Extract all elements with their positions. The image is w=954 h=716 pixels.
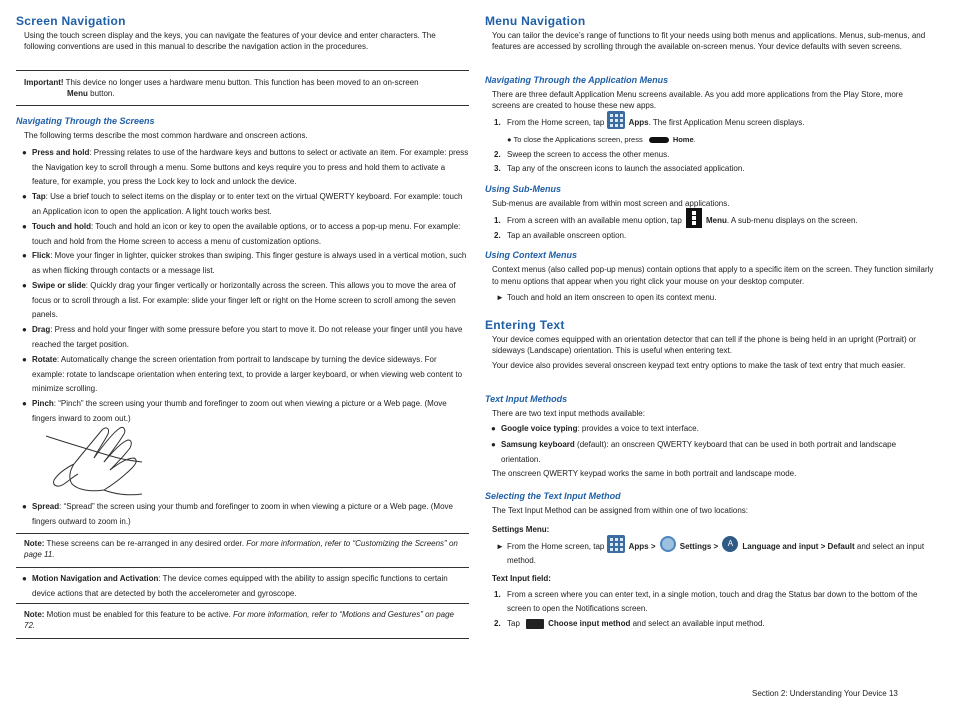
arrow-right-icon: ► xyxy=(496,542,504,551)
note-screens xyxy=(24,538,464,560)
term-text: : Use a brief touch to select items on the display or to enter text on the virtual QWERTY keyboard. For example: touch an Application icon to open the application. A light touch works best. xyxy=(32,192,463,216)
note-label: Note: xyxy=(24,539,45,548)
step-number: 1. xyxy=(494,216,501,225)
entering-text-p1: Your device comes equipped with an orientation detector that can tell if the phone is being held in an upright (Portrait) or sideways (Landscape) orientation. This is useful when entering text. xyxy=(492,335,916,355)
step-text-post: and select an available input method. xyxy=(630,619,765,628)
term-label: Pinch xyxy=(32,399,54,408)
method-google-voice: ● Google voice typing: provides a voice to text interface. xyxy=(491,424,699,433)
settings-label: Settings > xyxy=(679,542,719,551)
submenus-intro: Sub-menus are available from within most screen and applications. xyxy=(492,199,730,208)
important-text: This device no longer uses a hardware menu button. This function has been moved to an on-screen xyxy=(63,78,419,87)
term-text: : Touch and hold an icon or key to open the available options, or to access a pop-up menu. For example: touch and hold from the Home screen to access a menu of customization options. xyxy=(32,222,461,246)
note-label: Note: xyxy=(24,610,45,619)
step-number: 2. xyxy=(494,231,501,240)
term-swipe: ● Swipe or slide: Quickly drag your finger vertically or horizontally across the screen. This allows you to move the area of focus or to scroll through a list. For example: slide your finger left or right on the Home screen to scroll among the seven panels. xyxy=(22,281,456,319)
step-text xyxy=(507,617,765,631)
note-text: Motion must be enabled for this feature to be active. xyxy=(44,610,234,619)
term-text: : Press and hold your finger with some pressure before you start to move it. Do not release your finger until you have reached the target position. xyxy=(32,325,463,349)
step-sub-text: ● To close the Applications screen, press Home. xyxy=(507,135,696,144)
choose-input-label: Choose input method xyxy=(548,619,631,628)
nav-screens-title: Navigating Through the Screens xyxy=(16,116,155,126)
apps-label: Apps xyxy=(628,118,649,127)
term-label: Spread xyxy=(32,502,60,511)
method-samsung-keyboard: ● Samsung keyboard (default): an onscreen QWERTY keyboard that can be used in both portrait and landscape orientation. xyxy=(491,440,897,464)
app-menus-intro: There are three default Application Menu screens available. As you add more applications from the Play Store, more screens are created to house these new apps. xyxy=(492,90,903,110)
divider xyxy=(16,533,469,534)
menu-label: Menu xyxy=(705,216,727,226)
term-label: Drag xyxy=(32,325,51,334)
entering-text-p2: Your device also provides several onscreen keypad text entry options to make the task of text entry that much easier. xyxy=(492,361,906,370)
term-label: Rotate xyxy=(32,355,57,364)
menu-navigation-title: Menu Navigation xyxy=(485,14,586,28)
note-reference: For more information, refer to “Motions and Gestures” on page 72. xyxy=(24,610,455,630)
term-text: : Quickly drag your finger vertically or horizontally across the screen. This allows you to move the area of focus or to scroll through a list. For example: slide your finger left or right on the Home screen to scroll among the seven panels. xyxy=(32,281,456,319)
step-text xyxy=(507,116,805,130)
term-flick: ● Flick: Move your finger in lighter, quicker strokes than swiping. This finger gesture is always used in a vertical motion, such as when flicking through contacts or a message list. xyxy=(22,251,467,275)
settings-step xyxy=(485,536,937,570)
step-text: Touch and hold an item onscreen to open its context menu. xyxy=(507,293,717,302)
term-tap: ● Tap: Use a brief touch to select items on the display or to enter text on the virtual QWERTY keyboard. For example: touch an Application icon to open the application. A light touch works best. xyxy=(22,192,463,216)
term-rotate: ● Rotate: Automatically change the screen orientation from portrait to landscape by turning the device sideways. For example: rotate to landscape orientation when entering text, to provide a larger keyboard, or when viewing web content to minimize scrolling. xyxy=(22,355,463,393)
term-press-and-hold: ● Press and hold: Pressing relates to use of the hardware keys and buttons to select or activate an item. For example: press the Navigation key to scroll through a menu. Some buttons and keys require you to press and hold them to activate a feature, for example, you press the Lock key to lock and unlock the device. xyxy=(22,148,469,186)
screen-navigation-title: Screen Navigation xyxy=(16,14,126,28)
step-number: 2. xyxy=(494,150,501,159)
step-text: Tap any of the onscreen icons to launch the associated application. xyxy=(507,164,745,173)
step-text xyxy=(507,540,937,568)
apps-label: Apps > xyxy=(628,542,656,551)
text-input-methods-title: Text Input Methods xyxy=(485,394,568,404)
sub-text-pre: To close the Applications screen, press xyxy=(513,135,645,144)
term-text: : “Pinch” the screen using your thumb and forefinger to zoom out when viewing a picture or a Web page. (Move fingers inward to zoom out.) xyxy=(32,399,447,423)
menu-navigation-intro: You can tailor the device’s range of functions to fit your needs using both menus and applications. Menus, sub-menus, and features are accessed by scrolling through the available on-screen menus. Your device defaults with seven screens. xyxy=(492,31,926,51)
term-spread: ● Spread: “Spread” the screen using your thumb and forefinger to zoom in when viewing a picture or a Web page. (Move fingers outward to zoom in.) xyxy=(22,502,453,526)
term-text: : “Spread” the screen using your thumb and forefinger to zoom in when viewing a picture or a Web page. (Move fingers outward to zoom in.) xyxy=(32,502,453,526)
apps-grid-icon xyxy=(607,535,625,553)
arrow-right-icon: ► xyxy=(496,293,504,302)
home-key-icon xyxy=(649,137,669,143)
settings-menu-label: Settings Menu: xyxy=(492,525,550,534)
home-label: Home xyxy=(672,135,694,144)
apps-grid-icon xyxy=(607,111,625,129)
term-label: Tap xyxy=(32,192,46,201)
select-method-title: Selecting the Text Input Method xyxy=(485,491,621,501)
term-label: Press and hold xyxy=(32,148,90,157)
term-drag: ● Drag: Press and hold your finger with some pressure before you start to move it. Do not release your finger until you have reached the target position. xyxy=(22,325,463,349)
text-input-methods-intro: There are two text input methods available: xyxy=(492,409,645,418)
step-text: Sweep the screen to access the other menus. xyxy=(507,150,670,159)
settings-gear-icon xyxy=(660,536,676,552)
term-label: Swipe or slide xyxy=(32,281,86,290)
term-label: Flick xyxy=(32,251,51,260)
important-label: Important! xyxy=(24,78,64,87)
term-text: : The device comes equipped with the ability to assign specific functions to certain device actions that are detected by both the accelerometer and gyroscope. xyxy=(32,574,448,598)
menu-key-icon xyxy=(686,208,702,228)
app-menus-title: Navigating Through the Application Menus xyxy=(485,75,669,85)
note-reference: For more information, refer to “Customizing the Screens” on page 11. xyxy=(24,539,458,559)
divider xyxy=(16,567,469,568)
submenus-title: Using Sub-Menus xyxy=(485,184,561,194)
important-end: button. xyxy=(87,89,115,98)
step-text: Tap an available onscreen option. xyxy=(507,231,627,240)
divider xyxy=(16,105,469,106)
step-number: 1. xyxy=(494,118,501,127)
note-text: These screens can be re-arranged in any desired order. xyxy=(44,539,247,548)
apps-step-1 xyxy=(485,112,937,134)
step-number: 3. xyxy=(494,164,501,173)
pinch-hand-illustration xyxy=(44,424,144,496)
term-motion: ● Motion Navigation and Activation: The device comes equipped with the ability to assign specific functions to certain device actions that are detected by both the accelerometer and gyroscope. xyxy=(22,574,448,598)
divider xyxy=(16,603,469,604)
step-number: 1. xyxy=(494,590,501,599)
important-note xyxy=(24,77,464,99)
step-text: From a screen where you can enter text, in a single motion, touch and drag the Status bar down to the bottom of the screen to open the Notifications screen. xyxy=(507,590,918,613)
text-input-field-label: Text Input field: xyxy=(492,574,551,583)
sub-text-post: . xyxy=(693,135,696,144)
method-label: Google voice typing xyxy=(501,424,578,433)
term-pinch: ● Pinch: “Pinch” the screen using your thumb and forefinger to zoom out when viewing a picture or a Web page. (Move fingers inward to zoom out.) xyxy=(22,399,447,423)
method-text: (default): an onscreen QWERTY keyboard that can be used in both portrait and landscape orientation. xyxy=(501,440,897,464)
step-text-post: . A sub-menu displays on the screen. xyxy=(726,216,858,226)
step-text-post: . The first Application Menu screen displays. xyxy=(648,118,805,127)
page-footer: Section 2: Understanding Your Device 13 xyxy=(752,689,898,698)
step-text xyxy=(507,214,858,228)
context-menus-title: Using Context Menus xyxy=(485,250,578,260)
term-text: : Pressing relates to use of the hardware keys and buttons to select or activate an item. For example: press the Navigation key to scroll through a menu. Some buttons and keys require you to press and hold them to activate a feature, for example, you press the Lock key to lock and unlock the device. xyxy=(32,148,469,186)
note-motion xyxy=(24,609,464,631)
method-label: Samsung keyboard xyxy=(501,440,575,449)
important-menu: Menu xyxy=(67,89,88,98)
screen-navigation-intro: Using the touch screen display and the keys, you can navigate the features of your device and enter characters. The following conventions are used in this manual to describe the navigation action in the procedures. xyxy=(24,31,436,51)
text-input-methods-outro: The onscreen QWERTY keypad works the same in both portrait and landscape mode. xyxy=(492,469,797,478)
term-text: : Move your finger in lighter, quicker strokes than swiping. This finger gesture is always used in a vertical motion, such as when flicking through contacts or a message list. xyxy=(32,251,467,275)
language-icon: A xyxy=(722,536,738,552)
select-method-intro: The Text Input Method can be assigned from within one of two locations: xyxy=(492,506,748,515)
term-touch-and-hold: ● Touch and hold: Touch and hold an icon or key to open the available options, or to access a pop-up menu. For example: touch and hold from the Home screen to access a menu of customization options. xyxy=(22,222,461,246)
keyboard-icon xyxy=(526,619,544,629)
step-text-pre: From a screen with an available menu option, tap xyxy=(507,216,684,226)
entering-text-title: Entering Text xyxy=(485,318,565,332)
step-text-pre: Tap xyxy=(507,619,523,628)
term-label: Motion Navigation and Activation xyxy=(32,574,159,583)
method-text: : provides a voice to text interface. xyxy=(577,424,699,433)
step-text-pre: From the Home screen, tap xyxy=(507,542,607,551)
step-text-post: and select an input method. xyxy=(507,542,925,565)
divider xyxy=(16,70,469,71)
step-text-pre: From the Home screen, tap xyxy=(507,118,607,127)
term-text: : Automatically change the screen orientation from portrait to landscape by turning the device sideways. For example: rotate to landscape orientation when entering text, to provide a larger keyboard, or when viewing web content to minimize scrolling. xyxy=(32,355,463,393)
language-label: Language and input > Default xyxy=(742,542,855,551)
divider xyxy=(16,638,469,639)
nav-screens-intro: The following terms describe the most common hardware and onscreen actions. xyxy=(24,131,308,140)
step-number: 2. xyxy=(494,619,501,628)
term-label: Touch and hold xyxy=(32,222,91,231)
context-menus-intro: Context menus (also called pop-up menus) contain options that apply to a specific item on the screen. They function similarly to menu options that appear when you right click your mouse on your desktop computer. xyxy=(492,265,934,286)
